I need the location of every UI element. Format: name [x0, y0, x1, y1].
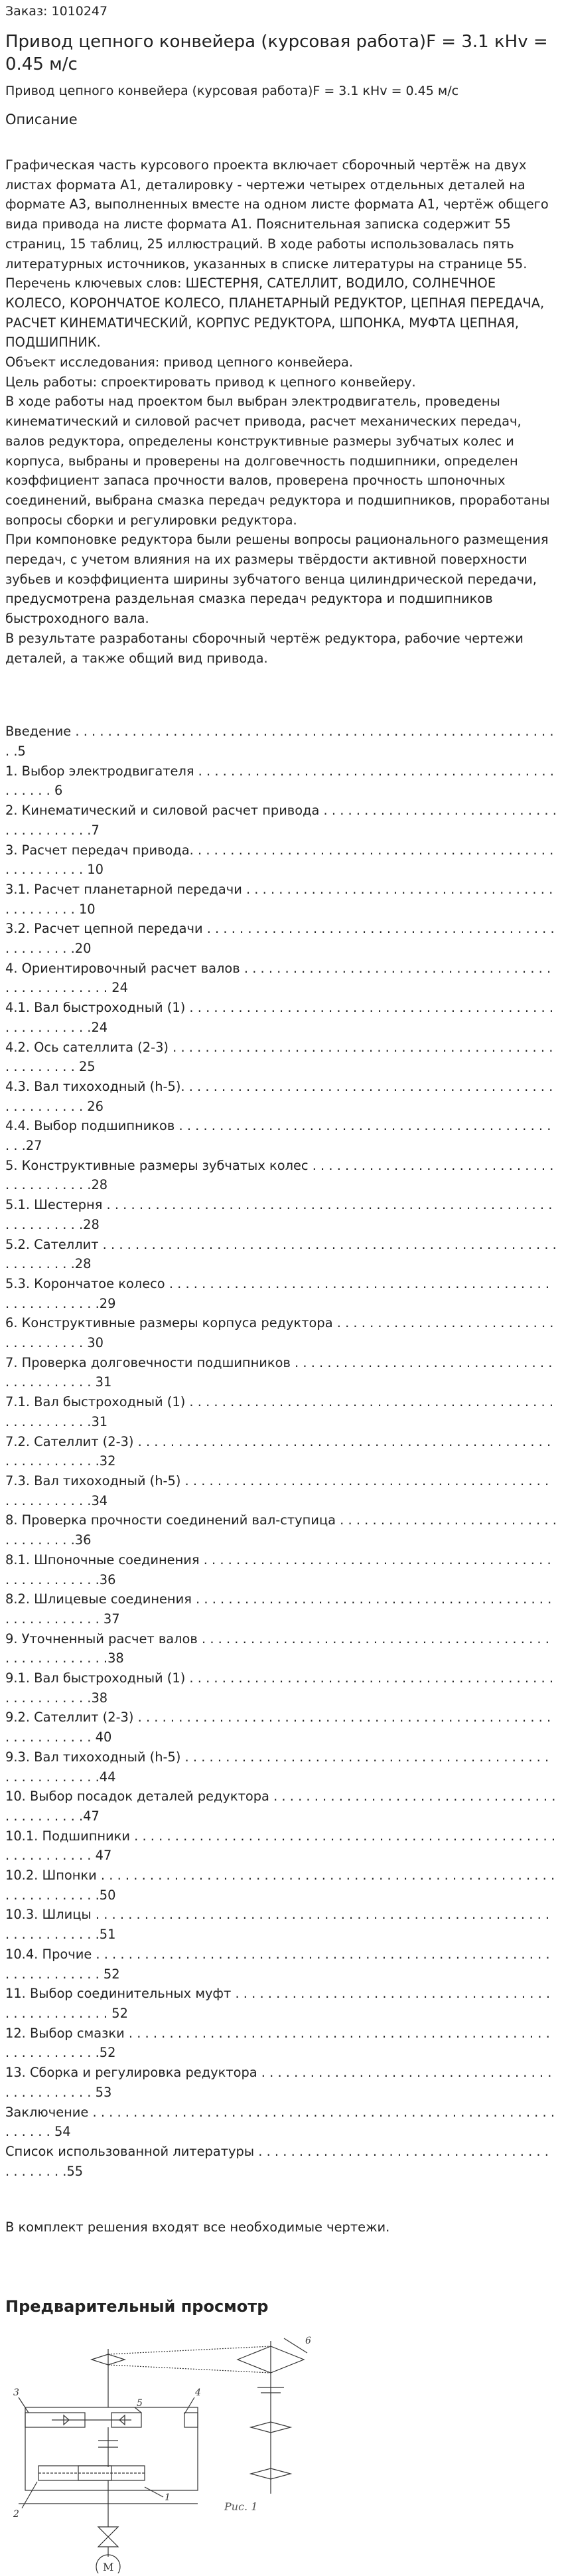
toc-entry: 11. Выбор соединительных муфт . . . . . . . . . . . . . . . . . . . . . . . . . . . . . . . . . . . . . . . . . . . . . . . . . . . . 52	[5, 1986, 551, 2021]
description-body	[5, 155, 557, 668]
figure-label: 6	[305, 2336, 311, 2347]
toc-entry: 10.4. Прочие . . . . . . . . . . . . . . . . . . . . . . . . . . . . . . . . . . . . . . . . . . . . . . . . . . . . . . . . . . . . . . . . . . . . 52	[5, 1946, 550, 1982]
toc-entry: 7.3. Вал тихоходный (h-5) . . . . . . . . . . . . . . . . . . . . . . . . . . . . . . . . . . . . . . . . . . . . . . . . . . . . . . . .34	[5, 1473, 549, 1508]
toc-entry: 5.3. Корончатое колесо . . . . . . . . . . . . . . . . . . . . . . . . . . . . . . . . . . . . . . . . . . . . . . . . . . . . . . . . . . .29	[5, 1275, 550, 1311]
figure-label: 2	[13, 2509, 19, 2520]
toc-entry: Введение . . . . . . . . . . . . . . . . . . . . . . . . . . . . . . . . . . . . . . . . . . . . . . . . . . . . . . . . . . . . .5	[5, 724, 554, 759]
completeness-note: В комплект решения входят все необходимые чертежи.	[5, 2219, 390, 2235]
toc-entry: 4.2. Ось сателлита (2-3) . . . . . . . . . . . . . . . . . . . . . . . . . . . . . . . . . . . . . . . . . . . . . . . . . . . . . . . . 25	[5, 1039, 553, 1075]
toc-entry: 1. Выбор электродвигателя . . . . . . . . . . . . . . . . . . . . . . . . . . . . . . . . . . . . . . . . . . . . . . . . . . 6	[5, 763, 554, 799]
figure-caption: Рис. 1	[224, 2500, 258, 2514]
toc-entry: 7.1. Вал быстроходный (1) . . . . . . . . . . . . . . . . . . . . . . . . . . . . . . . . . . . . . . . . . . . . . . . . . . . . . . . .31	[5, 1394, 554, 1429]
toc-entry: 6. Конструктивные размеры корпуса редуктора . . . . . . . . . . . . . . . . . . . . . . . . . . . . . . . . . . . . . 30	[5, 1315, 554, 1351]
description-paragraph: В ходе работы над проектом был выбран электродвигатель, проведены кинематический и силовой расчет привода, расчет механических передач, валов редуктора, определены конструктивные размеры зубчатых колес и корпуса, выбраны и проверены на долговечность подшипники, определен коэффициент запаса прочности валов, проверена прочность шпоночных соединений, выбрана смазка передач редуктора и подшипников, проработаны вопросы сборки и регулировки редуктора.	[5, 394, 550, 528]
figure-label: 5	[137, 2398, 143, 2409]
description-heading: Описание	[5, 112, 78, 127]
toc-entry: Список использованной литературы . . . . . . . . . . . . . . . . . . . . . . . . . . . . . . . . . . . . . . . . . . . .55	[5, 2143, 549, 2179]
preview-heading: Предварительный просмотр	[5, 2297, 269, 2316]
toc-entry: 4.3. Вал тихоходный (h-5). . . . . . . . . . . . . . . . . . . . . . . . . . . . . . . . . . . . . . . . . . . . . . . . . . . . . . . . 26	[5, 1078, 553, 1114]
table-of-contents	[5, 722, 557, 2181]
figure-label: 4	[195, 2387, 201, 2399]
description-paragraph: Цель работы: спроектировать привод к цепного конвейеру.	[5, 374, 416, 390]
preview-drawing	[5, 2334, 377, 2573]
toc-entry: 5. Конструктивные размеры зубчатых колес . . . . . . . . . . . . . . . . . . . . . . . . . . . . . . . . . . . . . . . . .28	[5, 1157, 554, 1193]
toc-entry: 9.3. Вал тихоходный (h-5) . . . . . . . . . . . . . . . . . . . . . . . . . . . . . . . . . . . . . . . . . . . . . . . . . . . . . . . . .44	[5, 1749, 549, 1785]
toc-entry: 9.2. Сателлит (2-3) . . . . . . . . . . . . . . . . . . . . . . . . . . . . . . . . . . . . . . . . . . . . . . . . . . . . . . . . . . . . . . 40	[5, 1710, 551, 1745]
kinematic-scheme	[5, 2334, 377, 2573]
figure-label: 3	[13, 2387, 19, 2399]
page	[5, 0, 557, 2573]
description-paragraph: В результате разработаны сборочный чертёж редуктора, рабочие чертежи деталей, а также общий вид привода.	[5, 630, 524, 666]
toc-entry: 8. Проверка прочности соединений вал-ступица . . . . . . . . . . . . . . . . . . . . . . . . . . . . . . . . . . . .36	[5, 1512, 557, 1548]
toc-entry: 4. Ориентировочный расчет валов . . . . . . . . . . . . . . . . . . . . . . . . . . . . . . . . . . . . . . . . . . . . . . . . . . . 24	[5, 960, 551, 996]
page-subtitle: Привод цепного конвейера (курсовая работа)F = 3.1 кНv = 0.45 м/с	[5, 84, 459, 98]
toc-entry: 7.2. Сателлит (2-3) . . . . . . . . . . . . . . . . . . . . . . . . . . . . . . . . . . . . . . . . . . . . . . . . . . . . . . . . . . . . . . .32	[5, 1433, 551, 1469]
toc-entry: Заключение . . . . . . . . . . . . . . . . . . . . . . . . . . . . . . . . . . . . . . . . . . . . . . . . . . . . . . . . . . . . . . . 54	[5, 2104, 555, 2140]
toc-entry: 9. Уточненный расчет валов . . . . . . . . . . . . . . . . . . . . . . . . . . . . . . . . . . . . . . . . . . . . . . . . . . . . . . . .38	[5, 1631, 549, 1666]
toc-entry: 3.1. Расчет планетарной передачи . . . . . . . . . . . . . . . . . . . . . . . . . . . . . . . . . . . . . . . . . . . . . . . 10	[5, 881, 553, 917]
toc-entry: 10.3. Шлицы . . . . . . . . . . . . . . . . . . . . . . . . . . . . . . . . . . . . . . . . . . . . . . . . . . . . . . . . . . . . . . . . . . . .51	[5, 1907, 550, 1943]
order-number: Заказ: 1010247	[5, 4, 108, 19]
toc-entry: 4.4. Выбор подшипников . . . . . . . . . . . . . . . . . . . . . . . . . . . . . . . . . . . . . . . . . . . . . . . . .27	[5, 1118, 551, 1154]
toc-entry: 12. Выбор смазки . . . . . . . . . . . . . . . . . . . . . . . . . . . . . . . . . . . . . . . . . . . . . . . . . . . . . . . . . . . . . . . .52	[5, 2025, 550, 2061]
toc-entry: 9.1. Вал быстроходный (1) . . . . . . . . . . . . . . . . . . . . . . . . . . . . . . . . . . . . . . . . . . . . . . . . . . . . . . . .38	[5, 1670, 554, 1706]
toc-entry: 5.1. Шестерня . . . . . . . . . . . . . . . . . . . . . . . . . . . . . . . . . . . . . . . . . . . . . . . . . . . . . . . . . . . . . . . . .28	[5, 1197, 553, 1232]
description-paragraph: Перечень ключевых слов: ШЕСТЕРНЯ, САТЕЛЛИТ, ВОДИЛО, СОЛНЕЧНОЕ КОЛЕСО, КОРОНЧАТОЕ КОЛЕСО, ПЛАНЕТАРНЫЙ РЕДУКТОР, ЦЕПНАЯ ПЕРЕДАЧА, РАСЧЕТ КИНЕМАТИЧЕСКИЙ, КОРПУС РЕДУКТОРА, ШПОНКА, МУФТА ЦЕПНАЯ, ПОДШИПНИК.	[5, 276, 545, 351]
description-paragraph: Графическая часть курсового проекта включает сборочный чертёж на двух листах формата А1, деталировку - чертежи четырех отдельных деталей на формате А3, выполненных вместе на одном листе формата А1, чертёж общего вида привода на листе формата А1. Пояснительная записка содержит 55 страниц, 15 таблиц, 25 иллюстраций. В ходе работы использовалась пять литературных источников, указанных в списке литературы на странице 55.	[5, 157, 549, 272]
toc-entry: 8.1. Шпоночные соединения . . . . . . . . . . . . . . . . . . . . . . . . . . . . . . . . . . . . . . . . . . . . . . . . . . . . . . .36	[5, 1552, 551, 1587]
toc-entry: 8.2. Шлицевые соединения . . . . . . . . . . . . . . . . . . . . . . . . . . . . . . . . . . . . . . . . . . . . . . . . . . . . . . . . 37	[5, 1591, 552, 1627]
toc-entry: 3. Расчет передач привода. . . . . . . . . . . . . . . . . . . . . . . . . . . . . . . . . . . . . . . . . . . . . . . . . . . . . . . 10	[5, 842, 554, 878]
toc-entry: 10.1. Подшипники . . . . . . . . . . . . . . . . . . . . . . . . . . . . . . . . . . . . . . . . . . . . . . . . . . . . . . . . . . . . . . . 47	[5, 1828, 555, 1864]
page-title: Привод цепного конвейера (курсовая работа)F = 3.1 кНv = 0.45 м/с	[5, 32, 548, 74]
toc-entry: 13. Сборка и регулировка редуктора . . . . . . . . . . . . . . . . . . . . . . . . . . . . . . . . . . . . . . . . . . . . . . . 53	[5, 2065, 552, 2100]
motor-label: М	[103, 2561, 114, 2574]
description-paragraph: При компоновке редуктора были решены вопросы рационального размещения передач, с учетом влияния на их размеры твёрдости активной поверхности зубьев и коэффициента ширины зубчатого венца цилиндрической передачи, предусмотрена раздельная смазка передач редуктора и подшипников быстроходного вала.	[5, 532, 549, 627]
toc-entry: 5.2. Сателлит . . . . . . . . . . . . . . . . . . . . . . . . . . . . . . . . . . . . . . . . . . . . . . . . . . . . . . . . . . . . . . . . .28	[5, 1236, 557, 1272]
toc-entry: 2. Кинематический и силовой расчет привода . . . . . . . . . . . . . . . . . . . . . . . . . . . . . . . . . . . . . . . .7	[5, 803, 557, 838]
figure-label: 1	[165, 2492, 171, 2504]
toc-entry: 3.2. Расчет цепной передачи . . . . . . . . . . . . . . . . . . . . . . . . . . . . . . . . . . . . . . . . . . . . . . . . . . . .20	[5, 921, 555, 957]
toc-entry: 4.1. Вал быстроходный (1) . . . . . . . . . . . . . . . . . . . . . . . . . . . . . . . . . . . . . . . . . . . . . . . . . . . . . . . .24	[5, 1000, 554, 1035]
toc-entry: 7. Проверка долговечности подшипников . . . . . . . . . . . . . . . . . . . . . . . . . . . . . . . . . . . . . . . . . . . 31	[5, 1354, 553, 1390]
toc-entry: 10. Выбор посадок деталей редуктора . . . . . . . . . . . . . . . . . . . . . . . . . . . . . . . . . . . . . . . . . . . . .47	[5, 1789, 556, 1824]
toc-entry: 10.2. Шпонки . . . . . . . . . . . . . . . . . . . . . . . . . . . . . . . . . . . . . . . . . . . . . . . . . . . . . . . . . . . . . . . . . . . .50	[5, 1868, 555, 1903]
description-paragraph: Объект исследования: привод цепного конвейера.	[5, 355, 354, 370]
